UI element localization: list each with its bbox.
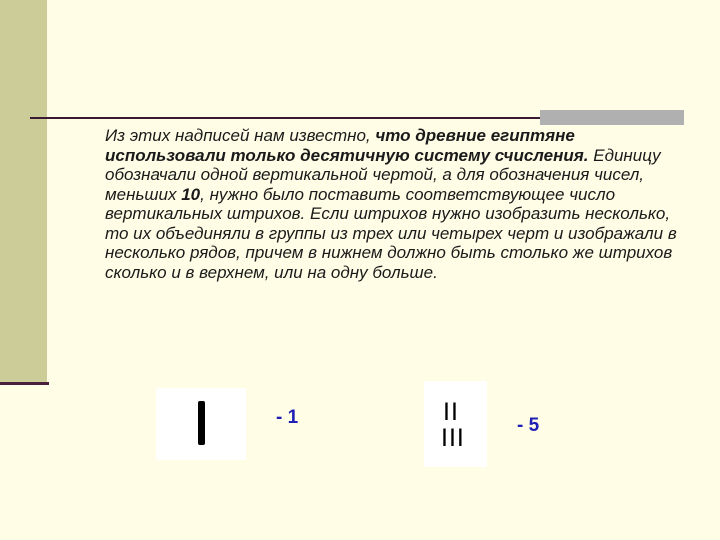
left-decorative-band — [0, 0, 47, 384]
title-rule-block — [540, 110, 684, 125]
paragraph-emphasis: что древние египтяне использовали только десятичную систему счисления. — [105, 126, 589, 165]
numeral-five-tile — [424, 381, 487, 467]
strokes-bottom-row: III — [441, 424, 465, 452]
paragraph-rest: , нужно было поставить соответствующее число вертикальных штрихов. Если штрихов нужно изобразить несколько, то их объединяли в группы из трех или четырех черт и изображали в несколько рядов, причем в нижнем должно быть столько же штрихов сколько и в верхнем, или на одну больше. — [105, 184, 677, 282]
numeral-one-label: - 1 — [276, 407, 299, 428]
body-paragraph — [105, 126, 690, 282]
paragraph-number: 10 — [181, 184, 201, 204]
paragraph-intro: Из этих надписей нам известно, — [105, 126, 376, 145]
left-band-edge — [0, 382, 49, 385]
single-stroke-glyph — [198, 401, 205, 445]
strokes-top-row: II — [443, 398, 459, 426]
numeral-one-tile — [156, 388, 246, 460]
numeral-five-label: - 5 — [517, 415, 540, 436]
paragraph-middle: Единицу обозначали одной вертикальной чертой, а для обозначения чисел, меньших — [105, 145, 661, 204]
